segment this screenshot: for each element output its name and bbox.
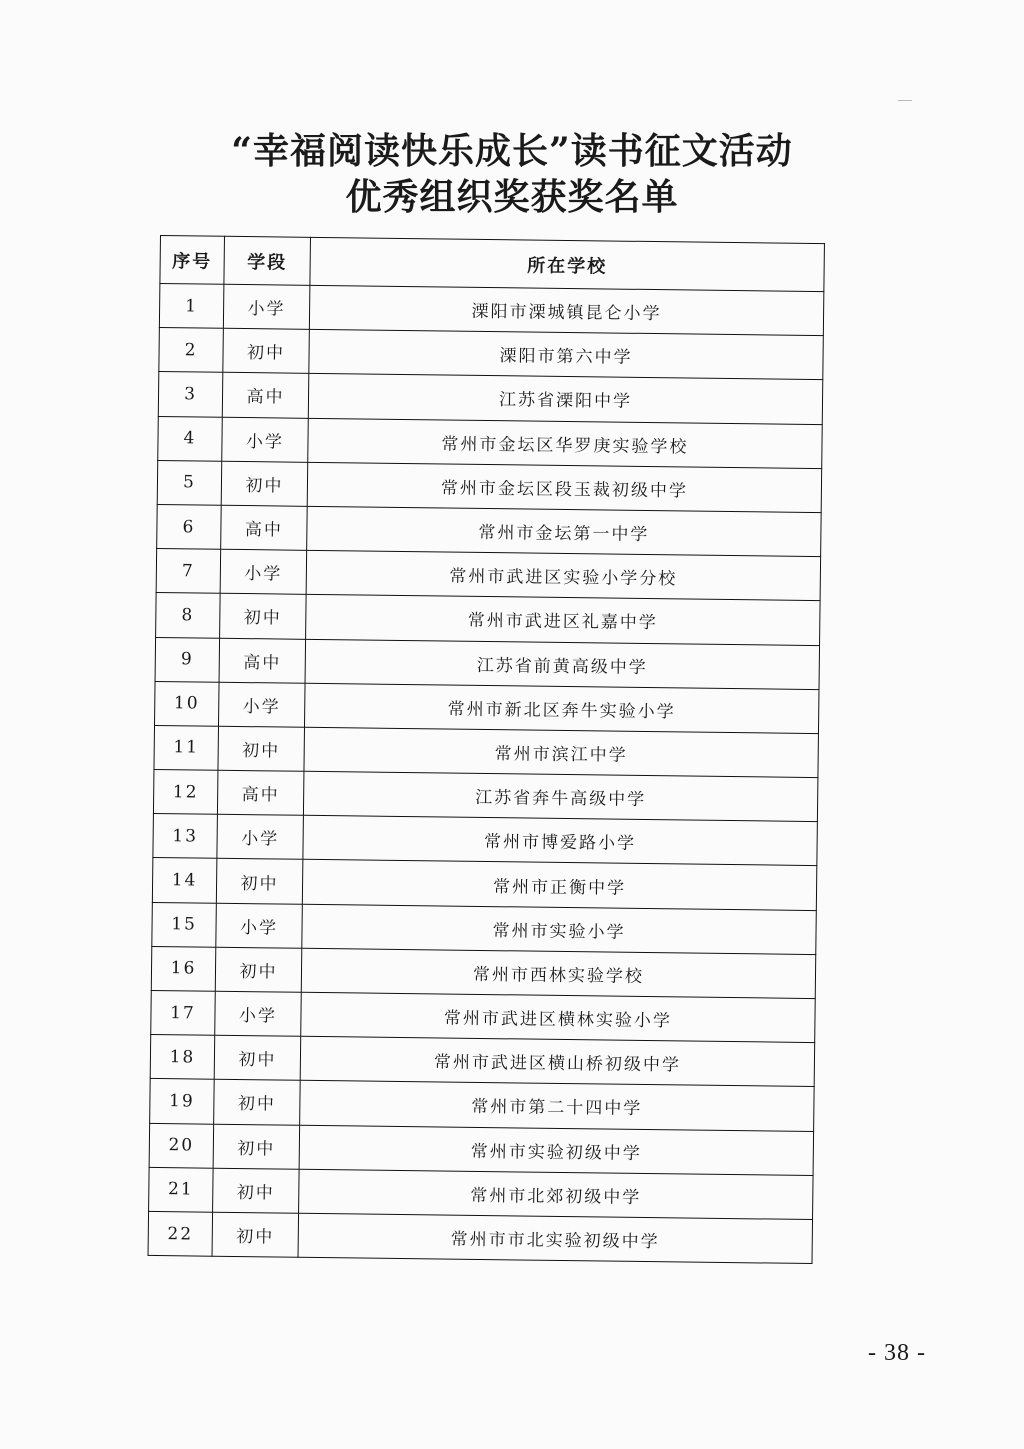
cell-no: 10 bbox=[155, 681, 220, 726]
cell-school: 江苏省溧阳中学 bbox=[308, 374, 823, 424]
title-line-2: 优秀组织奖获奖名单 bbox=[345, 176, 679, 218]
cell-stage: 初中 bbox=[220, 594, 307, 639]
cell-school: 常州市西林实验学校 bbox=[301, 948, 816, 998]
cell-stage: 初中 bbox=[216, 859, 303, 904]
cell-stage: 小学 bbox=[223, 284, 310, 329]
cell-stage: 小学 bbox=[217, 814, 304, 859]
page-number: - 38 - bbox=[868, 1340, 926, 1366]
scan-mark bbox=[898, 100, 912, 101]
cell-school: 常州市新北区奔牛实验小学 bbox=[304, 683, 819, 733]
cell-no: 16 bbox=[151, 946, 216, 991]
cell-school: 常州市金坛区段玉裁初级中学 bbox=[307, 462, 822, 512]
cell-stage: 初中 bbox=[213, 1124, 300, 1169]
cell-school: 常州市北郊初级中学 bbox=[299, 1169, 814, 1219]
cell-no: 3 bbox=[158, 372, 223, 417]
cell-school: 江苏省奔牛高级中学 bbox=[303, 771, 818, 821]
cell-school: 常州市市北实验初级中学 bbox=[298, 1213, 813, 1263]
cell-no: 7 bbox=[156, 549, 221, 594]
table-row bbox=[148, 1211, 812, 1263]
cell-school: 常州市金坛第一中学 bbox=[307, 506, 822, 556]
cell-stage: 高中 bbox=[219, 638, 306, 683]
cell-stage: 初中 bbox=[218, 726, 305, 771]
cell-no: 20 bbox=[149, 1123, 214, 1168]
cell-stage: 初中 bbox=[221, 461, 308, 506]
cell-no: 17 bbox=[151, 990, 216, 1035]
cell-school: 常州市实验初级中学 bbox=[299, 1125, 814, 1175]
cell-no: 21 bbox=[149, 1167, 214, 1212]
cell-stage: 初中 bbox=[213, 1168, 300, 1213]
cell-school: 常州市武进区横林实验小学 bbox=[301, 992, 816, 1042]
cell-no: 4 bbox=[158, 416, 223, 461]
cell-no: 2 bbox=[159, 328, 224, 373]
cell-school: 常州市滨江中学 bbox=[304, 727, 819, 777]
cell-no: 11 bbox=[154, 725, 219, 770]
cell-no: 1 bbox=[159, 284, 224, 329]
cell-stage: 初中 bbox=[223, 328, 310, 373]
document-title bbox=[0, 128, 1024, 220]
header-stage: 学段 bbox=[224, 236, 311, 285]
table-header-row bbox=[160, 236, 825, 292]
cell-school: 常州市实验小学 bbox=[302, 904, 817, 954]
cell-school: 常州市武进区实验小学分校 bbox=[306, 550, 821, 600]
cell-stage: 初中 bbox=[214, 1080, 301, 1125]
cell-no: 14 bbox=[152, 858, 217, 903]
cell-no: 5 bbox=[157, 460, 222, 505]
cell-stage: 小学 bbox=[219, 682, 306, 727]
cell-school: 常州市武进区礼嘉中学 bbox=[306, 595, 821, 645]
cell-school: 溧阳市第六中学 bbox=[309, 330, 824, 380]
cell-stage: 初中 bbox=[215, 947, 302, 992]
cell-stage: 初中 bbox=[212, 1212, 299, 1257]
cell-school: 常州市金坛区华罗庚实验学校 bbox=[308, 418, 823, 468]
header-school: 所在学校 bbox=[310, 237, 825, 291]
cell-stage: 高中 bbox=[221, 505, 308, 550]
cell-stage: 小学 bbox=[222, 417, 309, 462]
cell-stage: 小学 bbox=[215, 991, 302, 1036]
cell-school: 常州市第二十四中学 bbox=[300, 1081, 815, 1131]
cell-no: 9 bbox=[155, 637, 220, 682]
cell-stage: 小学 bbox=[220, 549, 307, 594]
cell-no: 8 bbox=[156, 593, 221, 638]
cell-no: 13 bbox=[153, 814, 218, 859]
cell-stage: 小学 bbox=[216, 903, 303, 948]
cell-no: 15 bbox=[152, 902, 217, 947]
cell-stage: 高中 bbox=[217, 770, 304, 815]
cell-school: 溧阳市溧城镇昆仑小学 bbox=[309, 285, 824, 335]
table-body bbox=[148, 284, 824, 1264]
cell-stage: 高中 bbox=[222, 373, 309, 418]
cell-no: 19 bbox=[150, 1079, 215, 1124]
title-line-1: “幸福阅读快乐成长”读书征文活动 bbox=[231, 130, 793, 172]
cell-school: 常州市正衡中学 bbox=[302, 860, 817, 910]
cell-no: 18 bbox=[150, 1035, 215, 1080]
cell-no: 12 bbox=[153, 770, 218, 815]
cell-no: 6 bbox=[157, 504, 222, 549]
cell-school: 常州市武进区横山桥初级中学 bbox=[300, 1036, 815, 1086]
cell-school: 江苏省前黄高级中学 bbox=[305, 639, 820, 689]
cell-stage: 初中 bbox=[214, 1035, 301, 1080]
awards-table bbox=[148, 235, 825, 1264]
header-no: 序号 bbox=[160, 236, 225, 285]
cell-no: 22 bbox=[148, 1211, 213, 1256]
cell-school: 常州市博爱路小学 bbox=[303, 816, 818, 866]
